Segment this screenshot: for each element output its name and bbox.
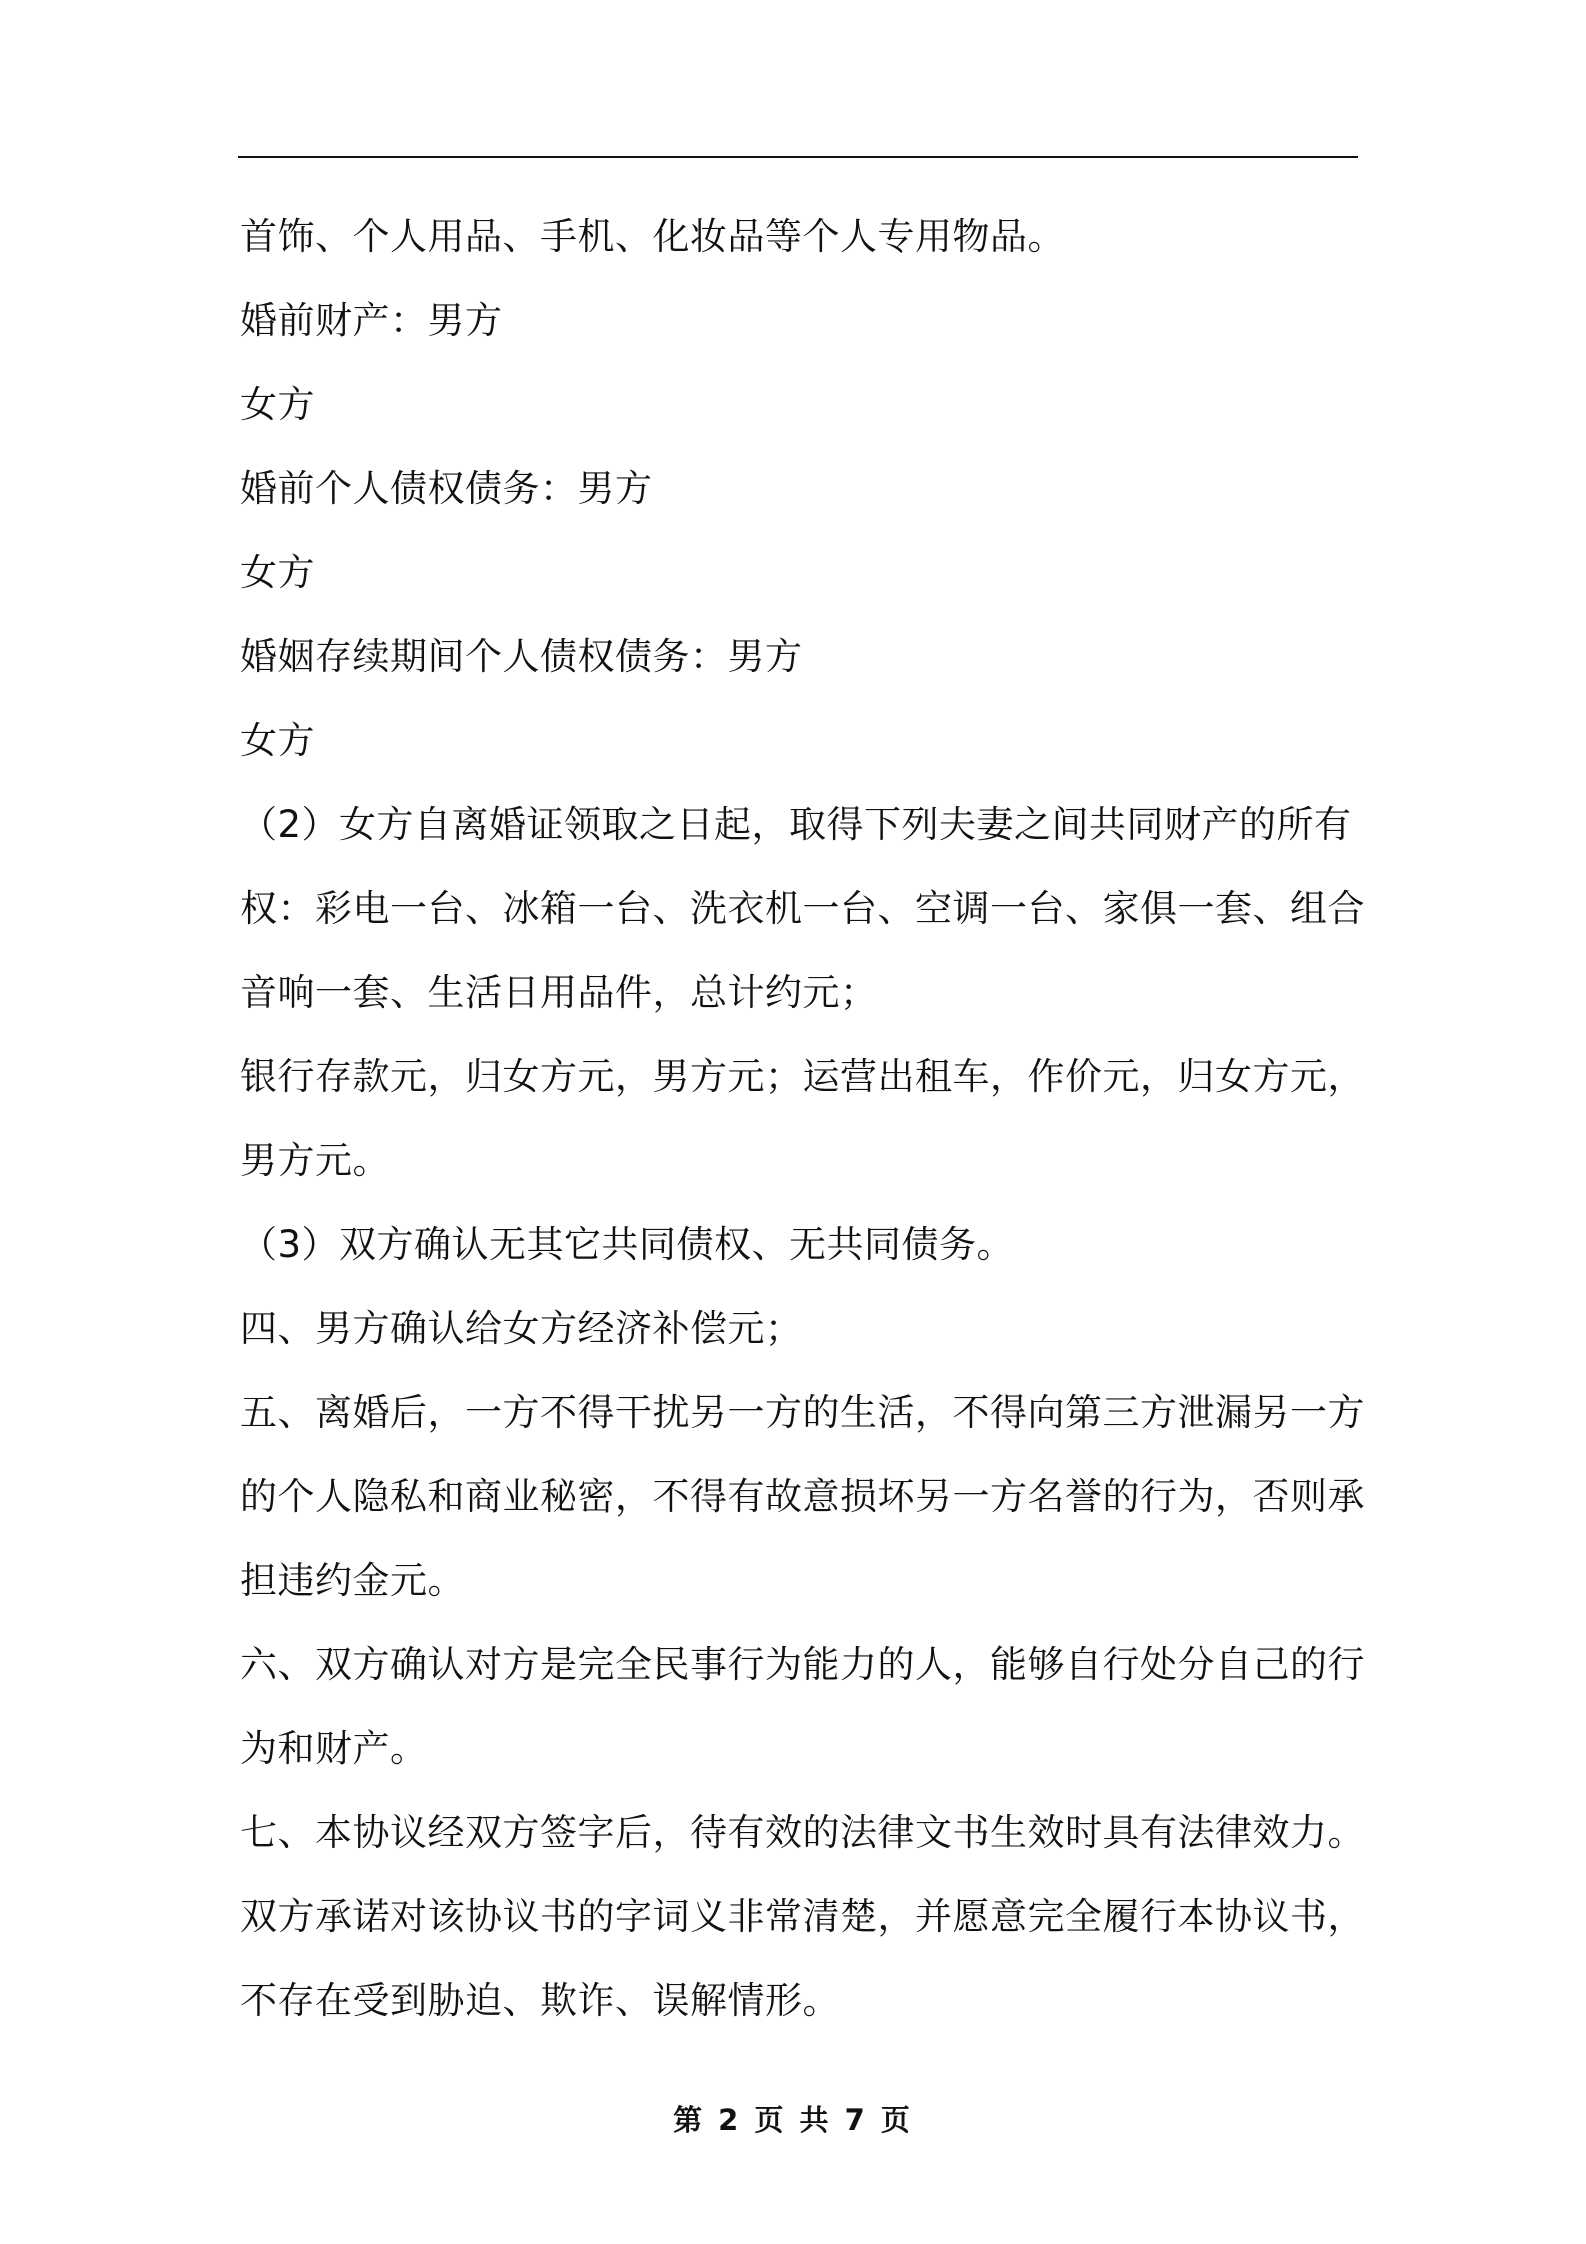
- text-line: 音响一套、生活日用品件，总计约元；: [240, 971, 878, 1014]
- text-line: 权：彩电一台、冰箱一台、洗衣机一台、空调一台、家俱一套、组合: [240, 887, 1365, 930]
- text-line: 担违约金元。: [240, 1559, 465, 1602]
- text-line: 女方: [240, 551, 315, 594]
- text-line: 的个人隐私和商业秘密，不得有故意损坏另一方名誉的行为，否则承: [240, 1475, 1365, 1518]
- text-line: （2）女方自离婚证领取之日起，取得下列夫妻之间共同财产的所有: [240, 803, 1352, 846]
- text-line: 五、离婚后，一方不得干扰另一方的生活，不得向第三方泄漏另一方: [240, 1391, 1365, 1434]
- text-line: 双方承诺对该协议书的字词义非常清楚，并愿意完全履行本协议书，: [240, 1895, 1365, 1938]
- document-body: [240, 195, 1365, 2043]
- text-line: 四、男方确认给女方经济补偿元；: [240, 1307, 803, 1350]
- text-line: 婚前个人债权债务：男方: [240, 467, 653, 510]
- header-rule: [238, 156, 1358, 158]
- text-line: 婚前财产：男方: [240, 299, 503, 342]
- text-line: 为和财产。: [240, 1727, 428, 1770]
- text-line: 六、双方确认对方是完全民事行为能力的人，能够自行处分自己的行: [240, 1643, 1365, 1686]
- text-line: 银行存款元，归女方元，男方元；运营出租车，作价元，归女方元，: [240, 1055, 1365, 1098]
- text-line: 男方元。: [240, 1139, 390, 1182]
- text-line: 婚姻存续期间个人债权债务：男方: [240, 635, 803, 678]
- text-line: （3）双方确认无其它共同债权、无共同债务。: [240, 1223, 1015, 1266]
- text-line: 不存在受到胁迫、欺诈、误解情形。: [240, 1979, 840, 2022]
- text-line: 七、本协议经双方签字后，待有效的法律文书生效时具有法律效力。: [240, 1811, 1365, 1854]
- text-line: 女方: [240, 719, 315, 762]
- page-number-footer: 第 2 页 共 7 页: [673, 2103, 913, 2137]
- text-line: 首饰、个人用品、手机、化妆品等个人专用物品。: [240, 215, 1065, 258]
- text-line: 女方: [240, 383, 315, 426]
